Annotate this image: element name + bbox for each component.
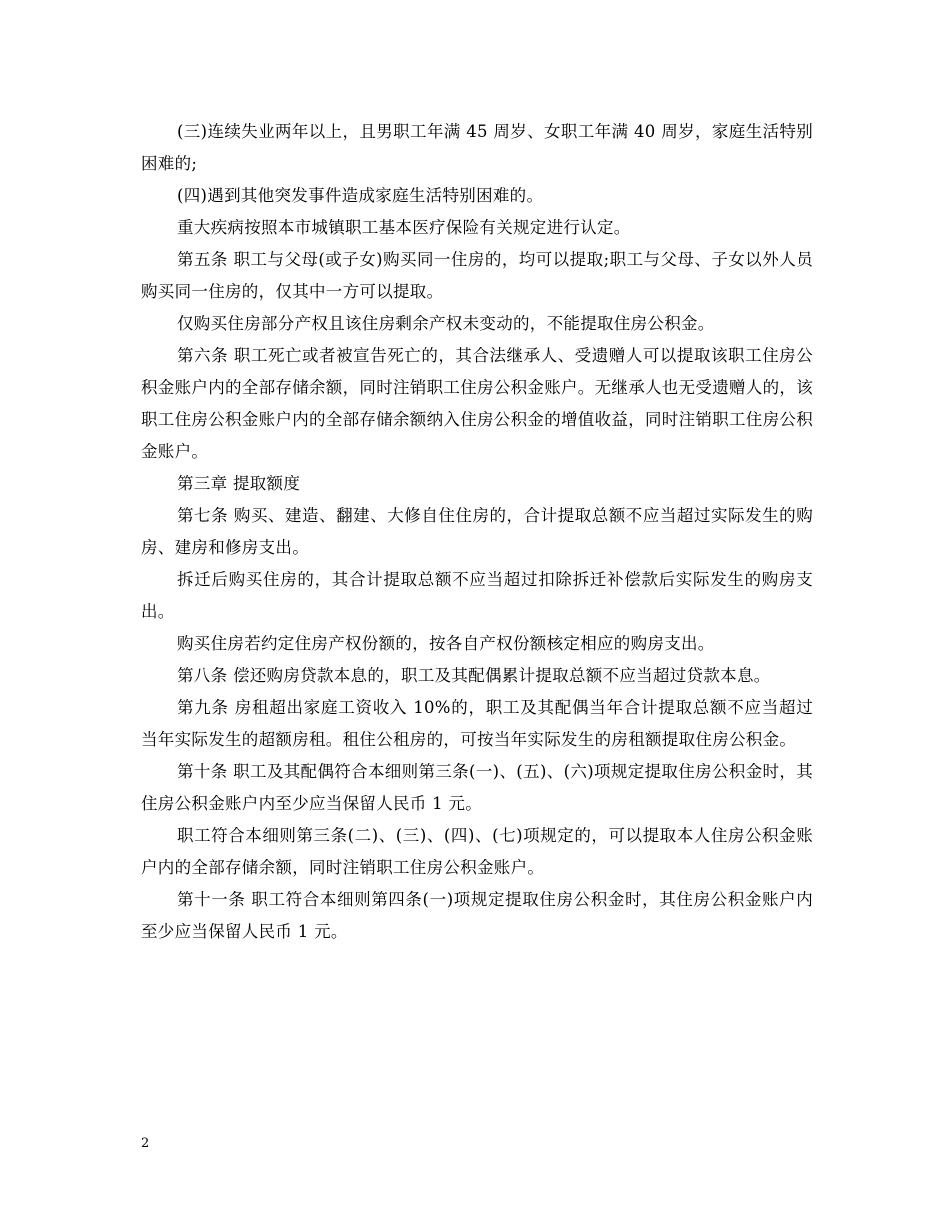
paragraph: 第九条 房租超出家庭工资收入 10%的，职工及其配偶当年合计提取总额不应当超过当年实际发生的超额房租。租住公租房的，可按当年实际发生的房租额提取住房公积金。 xyxy=(141,698,813,749)
paragraph: (四)遇到其他突发事件造成家庭生活特别困难的。 xyxy=(177,186,544,205)
paragraph: 第五条 职工与父母(或子女)购买同一住房的，均可以提取;职工与父母、子女以外人员购买同一住房的，仅其中一方可以提取。 xyxy=(141,250,813,301)
paragraph: 第六条 职工死亡或者被宣告死亡的，其合法继承人、受遗赠人可以提取该职工住房公积金账户内的全部存储余额，同时注销职工住房公积金账户。无继承人也无受遗赠人的，该职工住房公积金账户内的全部存储余额纳入住房公积金的增值收益，同时注销职工住房公积金账户。 xyxy=(141,346,813,461)
document-body xyxy=(141,116,813,948)
paragraph: (三)连续失业两年以上，且男职工年满 45 周岁、女职工年满 40 周岁，家庭生活特别困难的; xyxy=(141,122,813,173)
paragraph: 第十条 职工及其配偶符合本细则第三条(一)、(五)、(六)项规定提取住房公积金时，其住房公积金账户内至少应当保留人民币 1 元。 xyxy=(141,762,813,813)
paragraph: 购买住房若约定住房产权份额的，按各自产权份额核定相应的购房支出。 xyxy=(177,634,715,653)
paragraph: 第七条 购买、建造、翻建、大修自住住房的，合计提取总额不应当超过实际发生的购房、建房和修房支出。 xyxy=(141,506,813,557)
paragraph: 重大疾病按照本市城镇职工基本医疗保险有关规定进行认定。 xyxy=(177,218,631,237)
paragraph: 第十一条 职工符合本细则第四条(一)项规定提取住房公积金时，其住房公积金账户内至少应当保留人民币 1 元。 xyxy=(141,890,813,941)
chapter-heading: 第三章 提取额度 xyxy=(177,474,301,493)
paragraph: 职工符合本细则第三条(二)、(三)、(四)、(七)项规定的，可以提取本人住房公积金账户内的全部存储余额，同时注销职工住房公积金账户。 xyxy=(141,826,813,877)
paragraph: 拆迁后购买住房的，其合计提取总额不应当超过扣除拆迁补偿款后实际发生的购房支出。 xyxy=(141,570,813,621)
paragraph: 第八条 偿还购房贷款本息的，职工及其配偶累计提取总额不应当超过贷款本息。 xyxy=(177,666,771,685)
paragraph: 仅购买住房部分产权且该住房剩余产权未变动的，不能提取住房公积金。 xyxy=(177,314,715,333)
page-number: 2 xyxy=(141,1136,150,1151)
